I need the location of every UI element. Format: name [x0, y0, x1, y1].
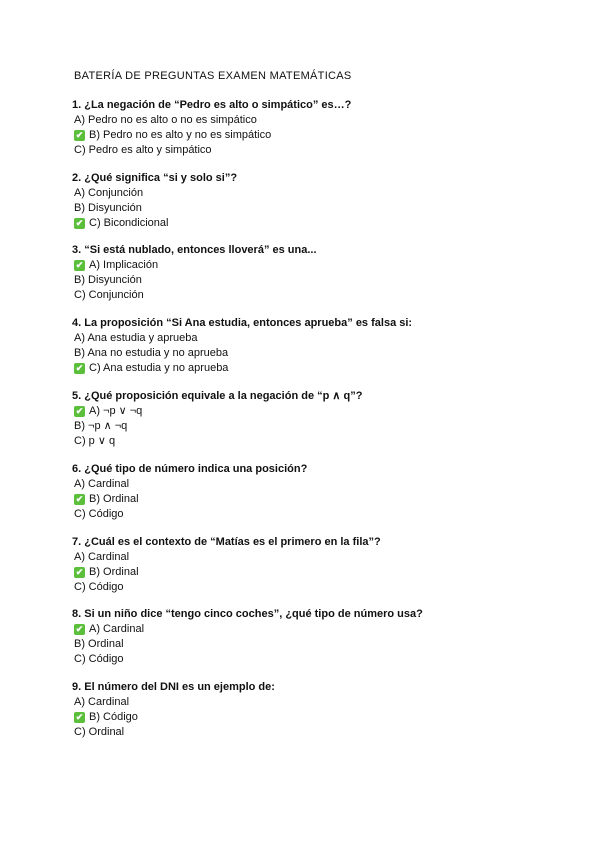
question-list	[74, 99, 574, 740]
answer-option	[74, 331, 574, 346]
check-mark-icon: ✔	[75, 566, 84, 577]
answer-option	[74, 346, 574, 361]
answer-option-text: C) Código	[74, 580, 124, 593]
answer-option-text: B) Ana no estudia y no aprueba	[74, 346, 229, 359]
answer-option-text: A) Ana estudia y aprueba	[74, 331, 198, 344]
question-block	[74, 389, 574, 449]
question-block	[74, 317, 574, 376]
check-mark-icon: ✔	[75, 130, 84, 140]
question-title: 1. ¿La negación de “Pedro es alto o simpático” es…?	[72, 99, 352, 111]
answer-option	[74, 550, 574, 565]
answer-option-text: A) Conjunción	[74, 186, 144, 199]
answer-option	[74, 186, 574, 201]
answer-option-text: A) Implicación	[89, 259, 159, 272]
answer-option	[74, 113, 574, 128]
answer-option	[74, 273, 574, 288]
answer-option-text: C) Ordinal	[74, 725, 125, 738]
answer-option-text: C) Código	[74, 507, 124, 520]
check-mark-icon: ✔	[75, 406, 84, 417]
answer-option	[74, 419, 574, 434]
answer-option-text: B) Ordinal	[89, 565, 139, 578]
answer-option	[74, 492, 574, 507]
question-block	[74, 244, 574, 303]
question-title: 9. El número del DNI es un ejemplo de:	[72, 680, 275, 693]
answer-option	[74, 216, 574, 231]
answer-option	[74, 580, 574, 595]
question-block	[74, 608, 574, 667]
question-block	[74, 536, 574, 595]
answer-option	[74, 637, 574, 652]
answer-option-text: B) Disyunción	[74, 274, 142, 287]
answer-option-text: C) Bicondicional	[89, 216, 169, 229]
answer-option	[74, 128, 574, 143]
answer-option-text: A) Cardinal	[74, 695, 130, 708]
answer-option-text: A) Cardinal	[89, 623, 145, 636]
answer-option-text: B) Ordinal	[74, 638, 124, 651]
question-title: 4. La proposición “Si Ana estudia, entonces aprueba” es falsa si:	[72, 316, 413, 329]
answer-option	[74, 507, 574, 522]
answer-option-text: C) Conjunción	[74, 289, 144, 302]
answer-option	[74, 710, 574, 725]
answer-option-text: A) Pedro no es alto o no es simpático	[74, 114, 257, 126]
question-title: 6. ¿Qué tipo de número indica una posición?	[72, 462, 308, 475]
question-title: 2. ¿Qué significa “si y solo si”?	[72, 171, 238, 184]
check-mark-icon: ✔	[75, 624, 84, 635]
answer-option-text: A) ¬p ∨ ¬q	[89, 405, 143, 418]
answer-option	[74, 565, 574, 580]
question-block	[74, 681, 574, 740]
question-block	[74, 172, 574, 231]
document-page	[74, 70, 574, 753]
question-title: 5. ¿Qué proposición equivale a la negación de “p ∧ q”?	[72, 390, 363, 403]
answer-option-text: C) Código	[74, 653, 124, 666]
check-mark-icon: ✔	[75, 217, 84, 228]
check-mark-icon: ✔	[75, 493, 84, 504]
question-block	[74, 463, 574, 522]
check-mark-icon: ✔	[75, 260, 84, 271]
answer-option-text: C) p ∨ q	[74, 435, 116, 448]
answer-option	[74, 652, 574, 667]
answer-option	[74, 361, 574, 376]
answer-option	[74, 143, 574, 158]
check-mark-icon: ✔	[75, 711, 84, 722]
answer-option-text: B) Disyunción	[74, 201, 142, 214]
answer-option-text: A) Cardinal	[74, 550, 130, 563]
question-block	[74, 99, 574, 158]
answer-option	[74, 258, 574, 273]
answer-option-text: B) Código	[89, 710, 138, 723]
question-title: 7. ¿Cuál es el contexto de “Matías es el primero en la fila”?	[72, 535, 381, 548]
answer-option-text: B) Ordinal	[89, 492, 139, 505]
answer-option	[74, 622, 574, 637]
answer-option	[74, 288, 574, 303]
answer-option	[74, 695, 574, 710]
question-title: 8. Si un niño dice “tengo cinco coches”, ¿qué tipo de número usa?	[72, 608, 423, 621]
answer-option-text: C) Ana estudia y no aprueba	[89, 361, 229, 374]
answer-option	[74, 477, 574, 492]
answer-option-text: C) Pedro es alto y simpático	[74, 144, 212, 156]
answer-option-text: B) ¬p ∧ ¬q	[74, 420, 128, 433]
answer-option-text: A) Cardinal	[74, 477, 130, 490]
answer-option	[74, 404, 574, 419]
document-title: BATERÍA DE PREGUNTAS EXAMEN MATEMÁTICAS	[74, 70, 352, 82]
answer-option	[74, 201, 574, 216]
question-title: 3. “Si está nublado, entonces lloverá” es una...	[72, 244, 317, 257]
answer-option	[74, 434, 574, 449]
answer-option	[74, 725, 574, 740]
check-mark-icon: ✔	[75, 362, 84, 373]
answer-option-text: B) Pedro no es alto y no es simpático	[89, 129, 272, 141]
